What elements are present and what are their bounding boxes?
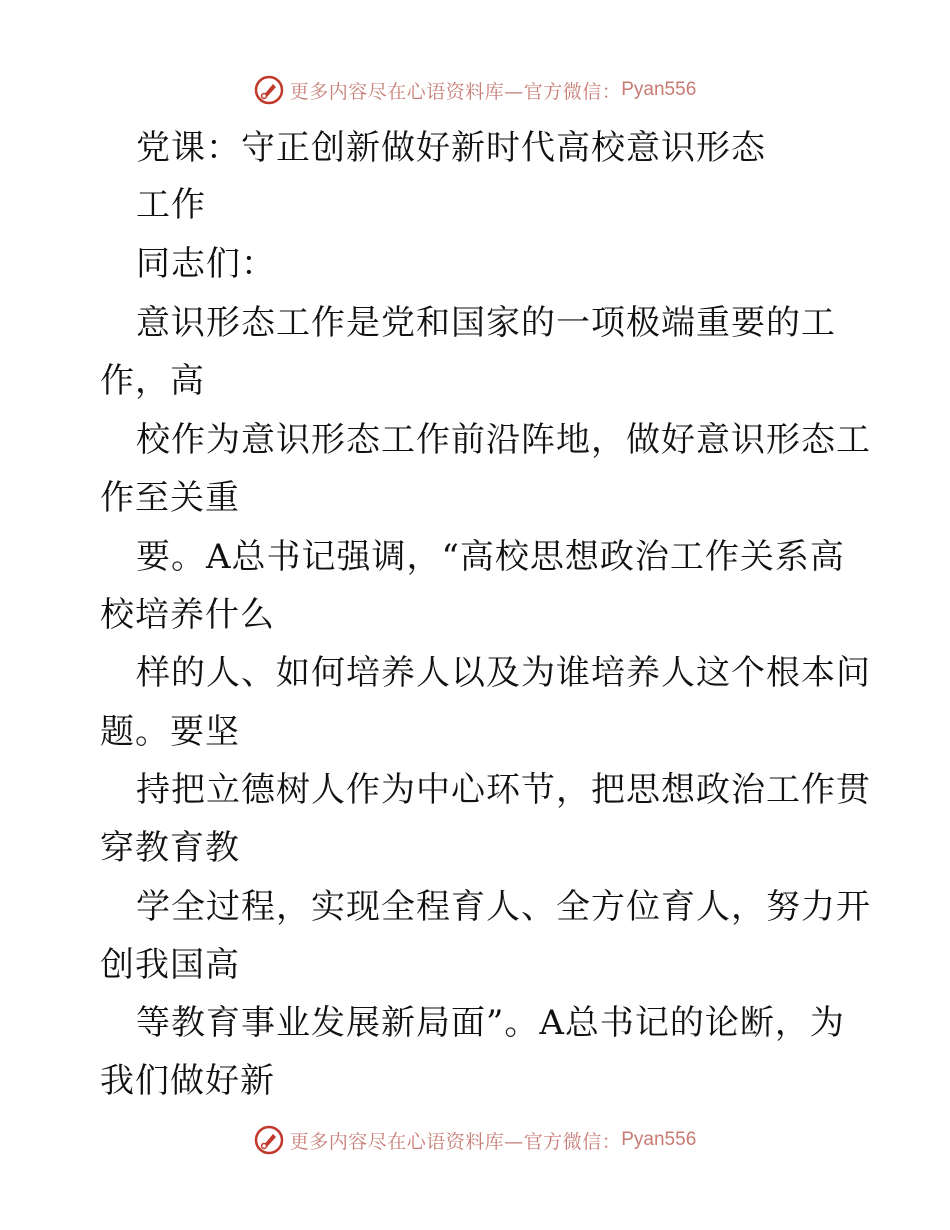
footer-banner-text: 更多内容尽在心语资料库—官方微信：: [289, 1130, 622, 1153]
header-banner: [0, 72, 950, 108]
paragraph-line: 意识形态工作是党和国家的一项极端重要的工: [136, 303, 836, 343]
paragraph-line: 样的人、如何培养人以及为谁培养人这个根本问: [136, 653, 871, 693]
paragraph-line: 校作为意识形态工作前沿阵地，做好意识形态工: [136, 420, 871, 460]
paragraph-line: 要。A总书记强调，“高校思想政治工作关系高: [136, 537, 845, 577]
paragraph-line: 校培养什么: [100, 595, 275, 635]
header-banner-wechat-id: Pyan556: [621, 79, 697, 100]
document-title-line-1: 党课：守正创新做好新时代高校意识形态: [136, 128, 766, 168]
paragraph-line: 作至关重: [100, 478, 240, 518]
paragraph-line: 创我国高: [100, 945, 240, 985]
pen-nib-logo-icon: [254, 1125, 284, 1155]
paragraph-line: 等教育事业发展新局面”。A总书记的论断，为: [136, 1003, 845, 1043]
paragraph-line: 我们做好新: [100, 1061, 275, 1101]
paragraph-line: 持把立德树人作为中心环节，把思想政治工作贯: [136, 770, 871, 810]
header-banner-text: 更多内容尽在心语资料库—官方微信：: [289, 80, 622, 103]
document-title-line-2: 工作: [136, 185, 206, 225]
footer-banner-wechat-id: Pyan556: [621, 1129, 697, 1150]
footer-banner: [0, 1122, 950, 1158]
paragraph-line: 穿教育教: [100, 828, 240, 868]
paragraph-line: 题。要坚: [100, 712, 240, 752]
paragraph-line: 作，高: [100, 361, 205, 401]
greeting: 同志们：: [136, 244, 276, 284]
paragraph-line: 学全过程，实现全程育人、全方位育人，努力开: [136, 887, 871, 927]
pen-nib-logo-icon: [254, 75, 284, 105]
